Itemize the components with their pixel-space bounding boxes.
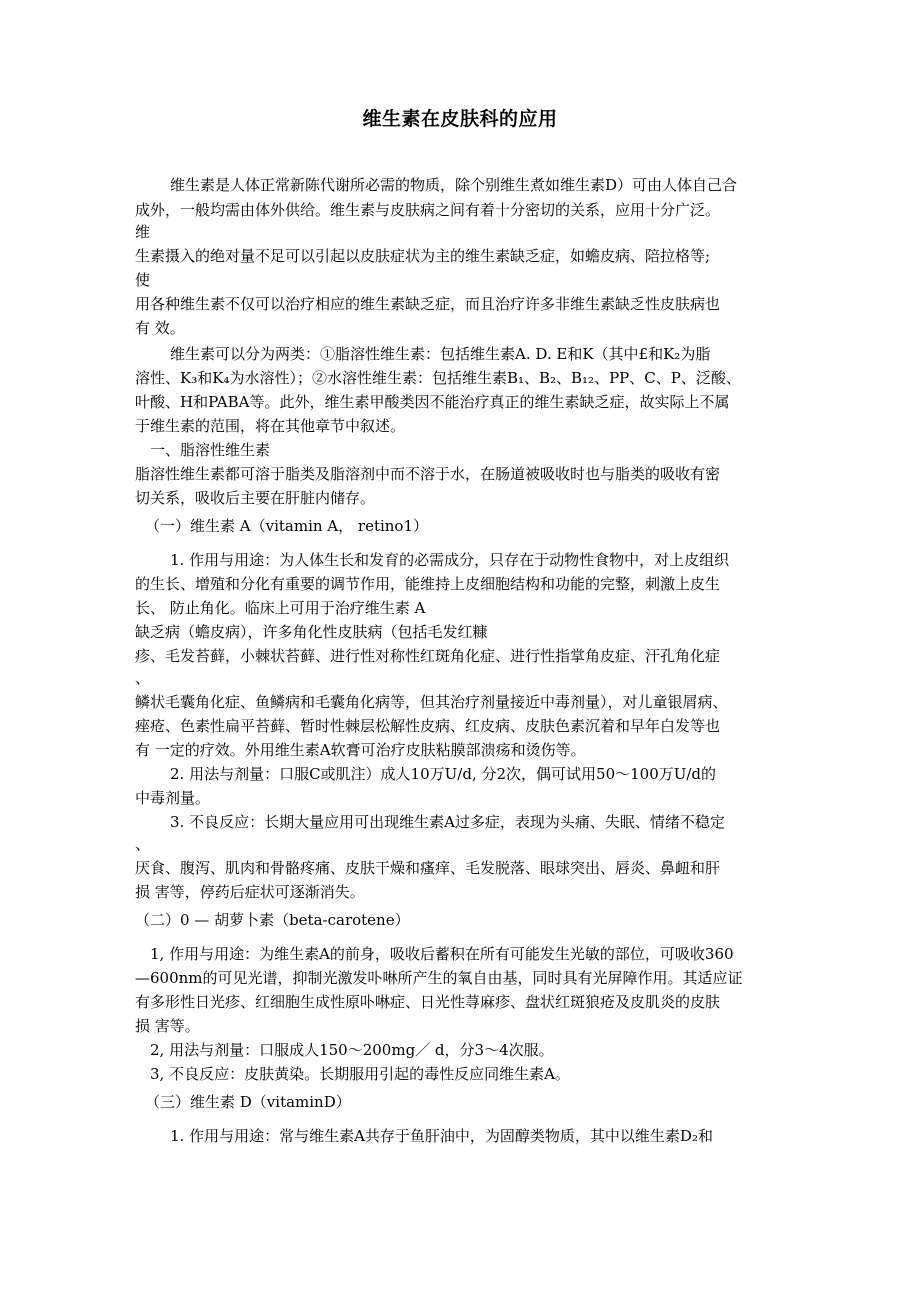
text-line: 切关系，吸收后主要在肝脏内储存。 <box>135 489 376 507</box>
text-line: 脂溶性维生素都可溶于脂类及脂溶剂中而不溶于水，在肠道被吸收时也与脂类的吸收有密 <box>135 465 721 483</box>
text-line: 维生素可以分为两类：①脂溶性维生素：包括维生素A. D. E和K（其中£和K₂为脂 <box>170 345 711 363</box>
text-line: 使 <box>135 271 151 289</box>
text-line: 疹、毛发苔藓，小棘状苔藓、进行性对称性红斑角化症、进行性指掌角皮症、汗孔角化症 <box>135 647 721 665</box>
text-line: 成外，一般均需由体外供给。维生素与皮肤病之间有着十分密切的关系，应用十分广泛。 <box>135 201 721 219</box>
text-line: 2, 用法与剂量：口服成人150～200mg／ d，分3～4次服。 <box>150 1041 554 1059</box>
subsection-heading: （一）维生素 A（vitamin A， retino1） <box>145 517 429 535</box>
text-line: 溶性、K₃和K₄为水溶性）；②水溶性维生素：包括维生素B₁、B₂、B₁₂、PP、C、P、泛酸、 <box>135 369 741 387</box>
text-line: 损 害等。 <box>135 1017 200 1035</box>
text-line: 有 效。 <box>135 319 185 337</box>
section-heading: 一、脂溶性维生素 <box>150 441 271 459</box>
text-line: 用各种维生素不仅可以治疗相应的维生素缺乏症，而且治疗许多非维生素缺乏性皮肤病也 <box>135 295 721 313</box>
text-line: 缺乏病（蟾皮病），许多角化性皮肤病（包括毛发红糠 <box>135 623 488 641</box>
text-line: 损 害等，停药后症状可逐渐消失。 <box>135 883 365 901</box>
text-line: 维生素是人体正常新陈代谢所必需的物质，除个别维生煮如维生素D）可由人体自己合 <box>170 176 738 194</box>
text-line: 有 一定的疗效。外用维生素A软膏可治疗皮肤粘膜部溃疡和烫伤等。 <box>135 741 586 759</box>
text-line: 叶酸、H和PABA等。此外，维生素甲酸类因不能治疗真正的维生素缺乏症，故实际上不属 <box>135 393 730 411</box>
text-line: 1. 作用与用途：常与维生素A共存于鱼肝油中，为固醇类物质，其中以维生素D₂和 <box>170 1127 713 1145</box>
text-line: 鳞状毛囊角化症、鱼鳞病和毛囊角化病等，但其治疗剂量接近中毒剂量），对儿童银屑病、 <box>135 693 728 711</box>
text-line: 痤疮、色素性扁平苔藓、暂时性棘层松解性皮病、红皮病、皮肤色素沉着和早年白发等也 <box>135 717 721 735</box>
text-line: 长、 防止角化。临床上可用于治疗维生素 A <box>135 599 426 617</box>
subsection-heading: （二）0 — 胡萝卜素（beta-carotene） <box>135 911 410 929</box>
text-line: 1, 作用与用途：为维生素A的前身，吸收后蓄积在所有可能发生光敏的部位，可吸收360 <box>150 945 734 963</box>
text-line: 3, 不良反应：皮肤黄染。长期服用引起的毒性反应同维生素A。 <box>150 1065 570 1083</box>
text-line: 的生长、增殖和分化有重要的调节作用，能维持上皮细胞结构和功能的完整，刺激上皮生 <box>135 575 721 593</box>
text-line: 生素摄入的绝对量不足可以引起以皮肤症状为主的维生素缺乏症，如蟾皮病、陪拉格等; <box>135 247 711 265</box>
text-line: 维 <box>135 223 151 241</box>
page-title: 维生素在皮肤科的应用 <box>362 108 558 130</box>
text-line: 、 <box>135 835 151 853</box>
text-line: —600nm的可见光谱，抑制光激发卟啉所产生的氧自由基，同时具有光屏障作用。其适应证 <box>135 969 743 987</box>
text-line: 于维生素的范围，将在其他章节中叙述。 <box>135 417 406 435</box>
text-line: 1. 作用与用途：为人体生长和发育的必需成分，只存在于动物性食物中，对上皮组织 <box>170 551 730 569</box>
text-line: 2. 用法与剂量：口服C或肌注）成人10万U/d, 分2次，偶可试用50～100万U/d的 <box>170 765 717 783</box>
text-line: 中毒剂量。 <box>135 789 211 807</box>
text-line: 厌食、腹泻、肌肉和骨骼疼痛、皮肤干燥和瘙痒、毛发脱落、眼球突出、唇炎、鼻衄和肝 <box>135 859 721 877</box>
text-line: 、 <box>135 669 151 687</box>
text-line: 有多形性日光疹、红细胞生成性原卟啉症、日光性荨麻疹、盘状红斑狼疮及皮肌炎的皮肤 <box>135 993 721 1011</box>
subsection-heading: （三）维生素 D（vitaminD） <box>145 1093 351 1111</box>
text-line: 3. 不良反应：长期大量应用可出现维生素A过多症，表现为头痛、失眠、情绪不稳定 <box>170 813 725 831</box>
